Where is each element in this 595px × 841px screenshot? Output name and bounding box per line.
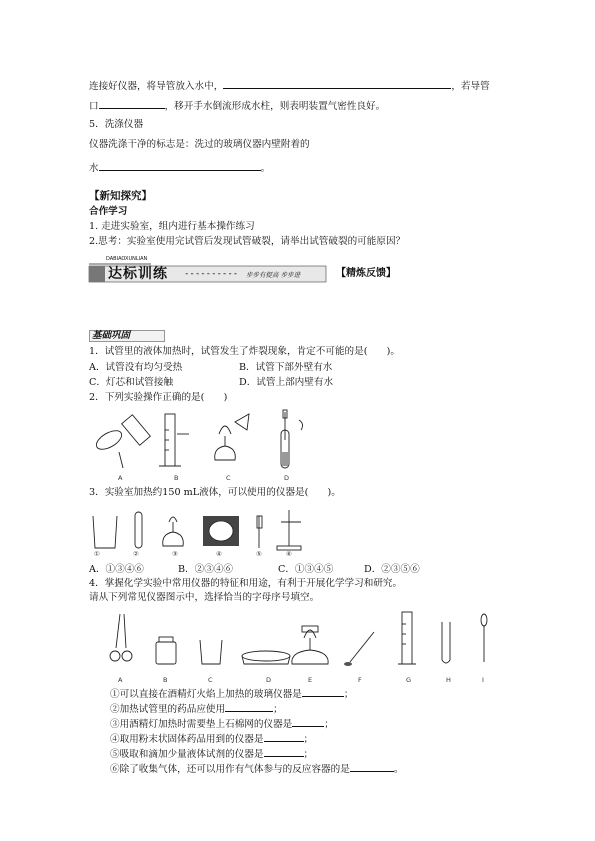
question-4-sub-6: ⑥除了收集气体，还可以用作有气体参与的反应容器的是 。 — [110, 761, 403, 776]
question-3-option-b[interactable]: B．②③④⑥ — [178, 564, 234, 575]
q3-label-2: ② — [133, 550, 139, 558]
spatula-icon — [350, 632, 374, 662]
q4-label-b: B — [163, 676, 168, 684]
base-label-text: 基础巩固 — [92, 330, 131, 341]
question-3-option-a[interactable]: A．①③④⑥ — [89, 564, 144, 575]
banner-small-text: DABIAOXUNLIAN — [106, 256, 148, 262]
text-line: 1. 走进实验室，组内进行基本操作练习 — [89, 221, 255, 232]
q4-label-c: C — [208, 676, 213, 684]
beaker-icon — [93, 516, 117, 548]
banner-right-text: 步步有提高 步步进 — [246, 271, 301, 279]
q3-label-4: ④ — [216, 550, 222, 558]
question-2-stem: 2．下列实验操作正确的是( ) — [89, 392, 228, 403]
blank[interactable] — [99, 98, 165, 109]
question-3-option-d[interactable]: D．②③⑤⑥ — [364, 564, 420, 575]
question-4-stem-1: 4．掌握化学实验中常用仪器的特征和用途，有利于开展化学学习和研究。 — [89, 578, 403, 589]
question-3-option-c[interactable]: C．①③④⑤ — [278, 564, 334, 575]
q3-label-1: ① — [94, 550, 100, 558]
text-line: 仪器洗涤干净的标志是：洗过的玻璃仪器内壁附着的 — [89, 139, 310, 150]
graduated-cylinder-icon — [402, 612, 412, 664]
test-tube-icon — [442, 622, 450, 663]
text-line: 2.思考：实验室使用完试管后发现试管破裂，请举出试管破裂的可能原因？ — [89, 236, 406, 247]
q2-label-c: C — [226, 474, 231, 482]
section-heading: 【新知探究】 — [89, 190, 152, 202]
blank[interactable] — [292, 716, 324, 727]
question-2-figures — [89, 410, 309, 472]
q4-label-h: H — [446, 676, 451, 684]
blank[interactable] — [264, 731, 304, 742]
banner-dashes: ---------- — [184, 269, 239, 279]
trough-icon — [242, 651, 290, 661]
question-1-option-a[interactable]: A．试管没有均匀受热 — [89, 362, 183, 373]
q2-label-b: B — [174, 474, 179, 482]
blank[interactable] — [302, 686, 344, 697]
q3-label-6: ⑥ — [286, 550, 292, 558]
question-1-stem: 1．试管里的液体加热时，试管发生了炸裂现象，肯定不可能的是( )。 — [89, 346, 400, 357]
q3-label-3: ③ — [172, 550, 178, 558]
text-line: 5．洗涤仪器 — [89, 119, 144, 130]
q2-label-d: D — [284, 474, 290, 482]
banner-title: 达标训练 — [108, 266, 168, 282]
blank[interactable] — [223, 78, 451, 89]
q4-label-g: G — [406, 676, 412, 684]
question-4-sub-3: ③用酒精灯加热时需要垫上石棉网的仪器是 ； — [110, 716, 334, 731]
crucible-tongs-icon — [110, 614, 132, 661]
question-3-stem: 3．实验室加热约150 mL液体，可以使用的仪器是( )。 — [89, 487, 341, 498]
figure-d-tube — [281, 410, 303, 468]
question-4-stem-2: 请从下列常见仪器图示中，选择恰当的字母序号填空。 — [89, 592, 320, 603]
figure-c-lamp — [215, 414, 249, 460]
q4-label-i: I — [482, 676, 484, 684]
question-3-figures — [89, 508, 309, 550]
question-4-sub-1: ①可以直接在酒精灯火焰上加热的玻璃仪器是 ； — [110, 686, 353, 701]
alcohol-lamp-icon — [292, 626, 328, 664]
q4-label-e: E — [308, 676, 313, 684]
q4-label-f: F — [358, 676, 362, 684]
q2-label-a: A — [118, 474, 123, 482]
text-line: 连接好仪器，将导管放入水中， ，若导管 — [89, 78, 490, 93]
blank[interactable] — [350, 761, 394, 772]
q3-label-5: ⑤ — [256, 550, 262, 558]
blank[interactable] — [225, 701, 273, 712]
figure-b-cylinder — [159, 414, 189, 466]
blank[interactable] — [264, 746, 304, 757]
figure-a-pouring — [93, 415, 150, 468]
question-1-option-d[interactable]: D．试管上部内壁有水 — [239, 377, 334, 388]
question-4-figures — [106, 612, 496, 672]
blank[interactable] — [99, 160, 261, 171]
text-line: 水 。 — [89, 160, 270, 175]
feedback-heading: 【精炼反馈】 — [336, 268, 396, 279]
test-tube-icon — [135, 512, 142, 548]
question-1-option-b[interactable]: B．试管下部外壁有水 — [239, 362, 333, 373]
wide-bottle-icon — [156, 642, 176, 664]
question-4-sub-4: ④取用粉末状固体药品用到的仪器是 ； — [110, 731, 313, 746]
section-subheading: 合作学习 — [89, 206, 128, 217]
q4-label-d: D — [266, 676, 272, 684]
alcohol-lamp-icon — [163, 532, 184, 546]
question-4-sub-5: ⑤吸取和滴加少量液体试剂的仪器是 ； — [110, 746, 313, 761]
question-4-sub-2: ②加热试管里的药品应使用 ； — [110, 701, 283, 716]
question-1-option-c[interactable]: C．灯芯和试管接触 — [89, 377, 174, 388]
text-line: 口 ，移开手水倒流形成水柱，则表明装置气密性良好。 — [89, 98, 385, 113]
beaker-icon — [200, 640, 222, 664]
q4-label-a: A — [118, 676, 123, 684]
